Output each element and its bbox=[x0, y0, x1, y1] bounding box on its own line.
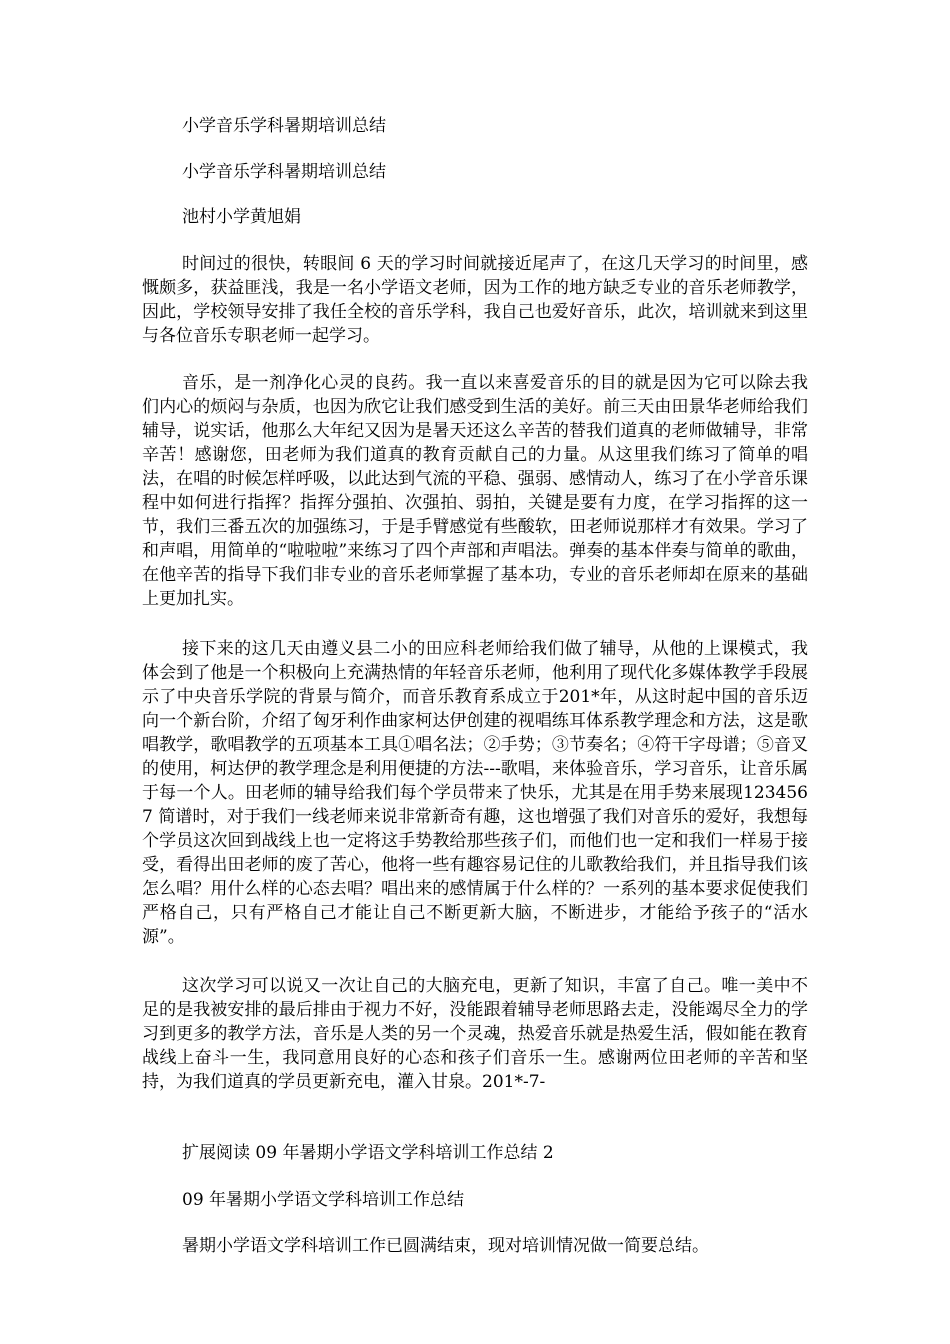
extended-reading-title: 09 年暑期小学语文学科培训工作总结 bbox=[182, 1190, 465, 1210]
paragraph-intro: 时间过的很快，转眼间 6 天的学习时间就接近尾声了，在这几天学习的时间里，感慨颇多，获益匪浅，我是一名小学语文老师，因为工作的地方缺乏专业的音乐老师教学，因此，学校领导安排了我任全校的音乐学科，我自己也爱好音乐，此次，培训就来到这里与各位音乐专职老师一起学习。 bbox=[142, 254, 808, 346]
document-title: 小学音乐学科暑期培训总结 bbox=[182, 116, 386, 136]
paragraph-reflection: 这次学习可以说又一次让自己的大脑充电，更新了知识，丰富了自己。唯一美中不足的是我被安排的最后排由于视力不好，没能跟着辅导老师思路去走，没能竭尽全力的学习到更多的教学方法，音乐是人类的另一个灵魂，热爱音乐就是热爱生活，假如能在教育战线上奋斗一生，我同意用良好的心态和孩子们音乐一生。感谢两位田老师的辛苦和坚持，为我们道真的学员更新充电，灌入甘泉。201*-7- bbox=[142, 976, 808, 1092]
author-line: 池村小学黄旭娟 bbox=[182, 207, 301, 227]
extended-reading-heading: 扩展阅读 09 年暑期小学语文学科培训工作总结 2 bbox=[182, 1143, 554, 1163]
document-subtitle: 小学音乐学科暑期培训总结 bbox=[182, 162, 386, 182]
extended-reading-intro: 暑期小学语文学科培训工作已圆满结束，现对培训情况做一简要总结。 bbox=[182, 1236, 709, 1256]
paragraph-first-teacher: 音乐，是一剂净化心灵的良药。我一直以来喜爱音乐的目的就是因为它可以除去我们内心的烦闷与杂质，也因为欣它让我们感受到生活的美好。前三天由田景华老师给我们辅导，说实话，他那么大年纪又因为是暑天还这么辛苦的替我们道真的老师做辅导，非常辛苦！感谢您，田老师为我们道真的教育贡献自己的力量。从这里我们练习了简单的唱法，在唱的时候怎样呼吸，以此达到气流的平稳、强弱、感情动人，练习了在小学音乐课程中如何进行指挥？指挥分强拍、次强拍、弱拍，关键是要有力度，在学习指挥的这一节，我们三番五次的加强练习，于是手臂感觉有些酸软，田老师说那样才有效果。学习了和声唱，用简单的“啦啦啦”来练习了四个声部和声唱法。弹奏的基本伴奏与简单的歌曲，在他辛苦的指导下我们非专业的音乐老师掌握了基本功，专业的音乐老师却在原来的基础上更加扎实。 bbox=[142, 373, 808, 609]
paragraph-second-teacher: 接下来的这几天由遵义县二小的田应科老师给我们做了辅导，从他的上课模式，我体会到了他是一个积极向上充满热情的年轻音乐老师，他利用了现代化多媒体教学手段展示了中央音乐学院的背景与简介，而音乐教育系成立于201*年，从这时起中国的音乐迈向一个新台阶，介绍了匈牙利作曲家柯达伊创建的视唱练耳体系教学理念和方法，这是歌唱教学，歌唱教学的五项基本工具①唱名法；②手势；③节奏名；④符干字母谱；⑤音叉的使用，柯达伊的教学理念是利用便捷的方法---歌唱，来体验音乐，学习音乐，让音乐属于每一个人。田老师的辅导给我们每个学员带来了快乐，尤其是在用手势来展现1234567 简谱时，对于我们一线老师来说非常新奇有趣，这也增强了我们对音乐的爱好，我想每个学员这次回到战线上也一定将这手势教给那些孩子们，而他们也一定和我们一样易于接受，看得出田老师的废了苦心，他将一些有趣容易记住的儿歌教给我们，并且指导我们该怎么唱？用什么样的心态去唱？唱出来的感情属于什么样的？一系列的基本要求促使我们严格自己，只有严格自己才能让自己不断更新大脑，不断进步，才能给予孩子的“活水源”。 bbox=[142, 639, 808, 947]
